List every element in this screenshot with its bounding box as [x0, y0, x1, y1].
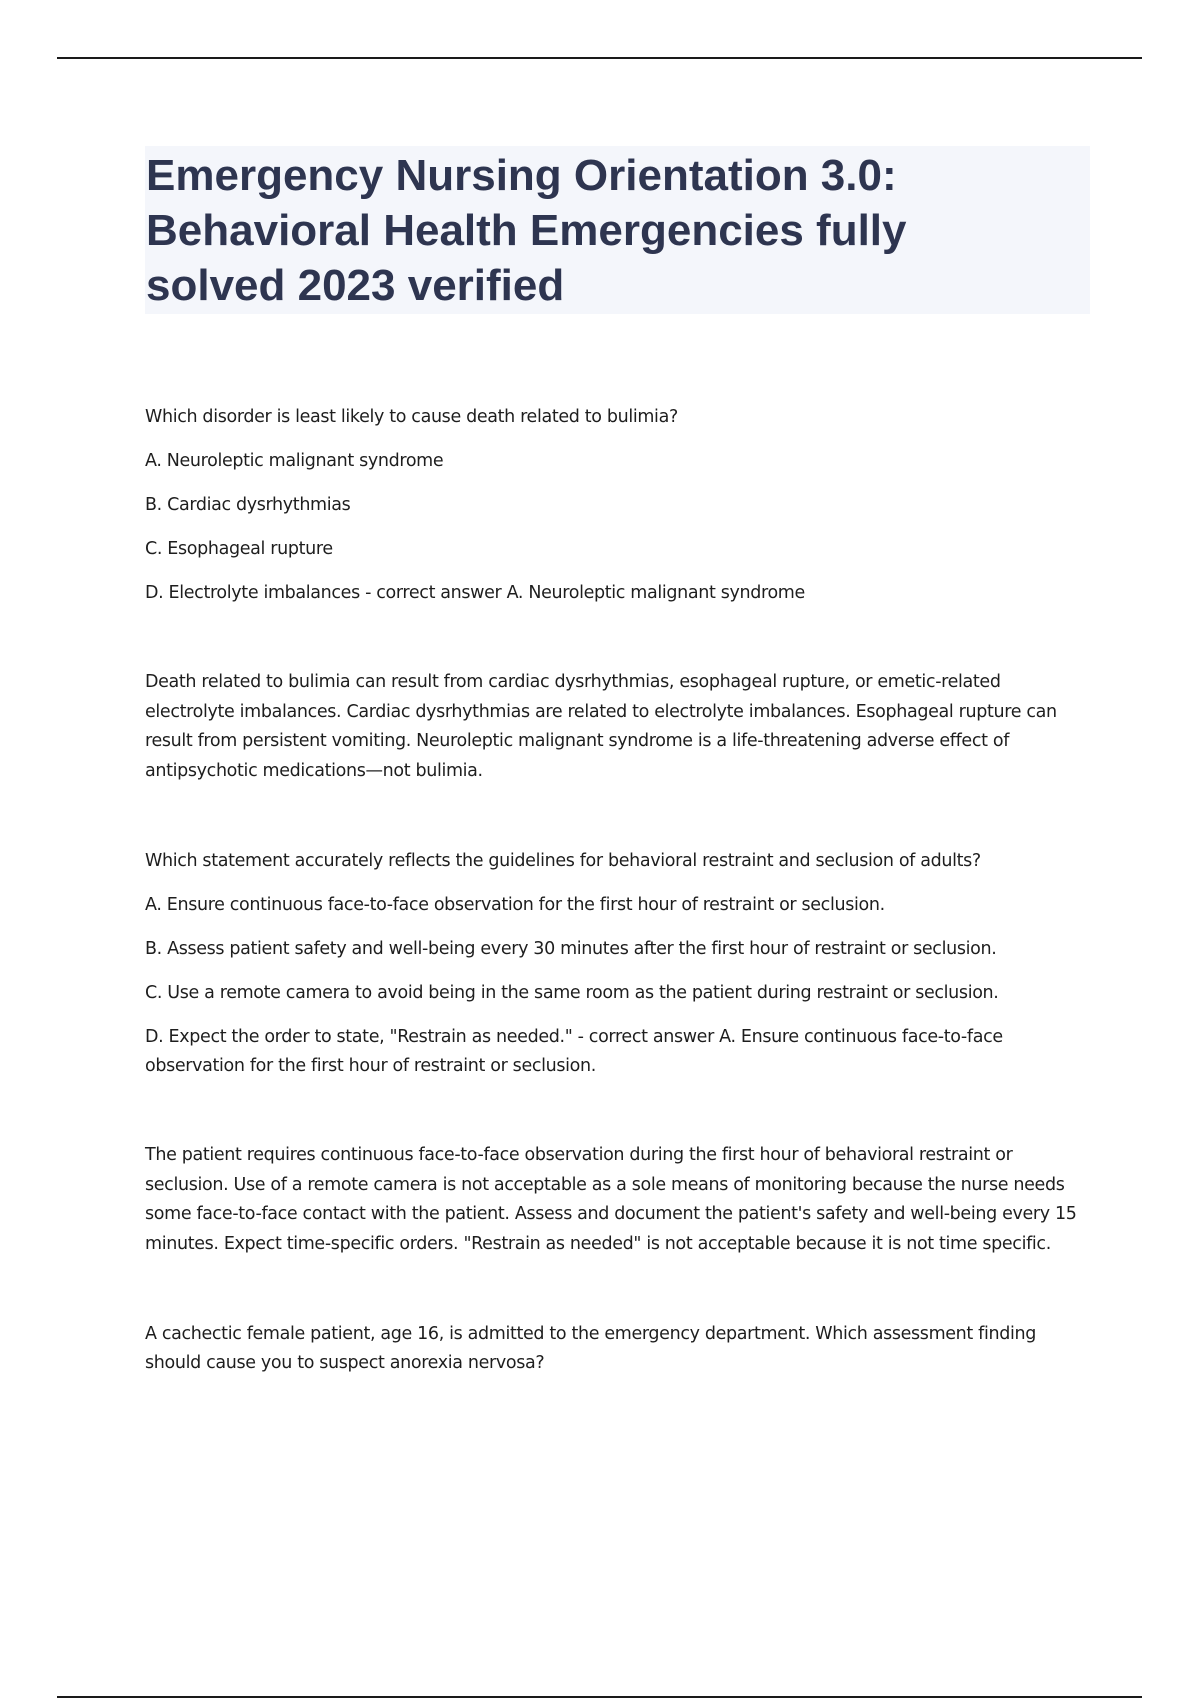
question-text: Which statement accurately reflects the guidelines for behavioral restraint and seclusion of adults? [145, 851, 981, 871]
answer-explanation: Death related to bulimia can result from cardiac dysrhythmias, esophageal rupture, or emetic-related electrolyte imbalances. Cardiac dysrhythmias are related to electrolyte imbalances. Esophageal rupture can result from persistent vomiting. Neuroleptic malignant syndrome is a life-threatening adverse effect of antipsychotic medications—not bulimia. [145, 672, 1057, 781]
answer-option-d: D. Electrolyte imbalances - correct answer A. Neuroleptic malignant syndrome [145, 583, 805, 603]
answer-option-b: B. Assess patient safety and well-being every 30 minutes after the first hour of restraint or seclusion. [145, 939, 997, 959]
question-block-3 [145, 1320, 1095, 1378]
bottom-rule [57, 1696, 1142, 1698]
answer-explanation: The patient requires continuous face-to-face observation during the first hour of behavioral restraint or seclusion. Use of a remote camera is not acceptable as a sole means of monitoring because the nurse needs some face-to-face contact with the patient. Assess and document the patient's safety and well-being every 15 minutes. Expect time-specific orders. "Restrain as needed" is not acceptable because it is not time specific. [145, 1145, 1077, 1254]
answer-option-a: A. Ensure continuous face-to-face observation for the first hour of restraint or seclusion. [145, 895, 885, 915]
top-rule [57, 57, 1142, 59]
question-block-2 [145, 847, 1095, 1259]
answer-option-c: C. Esophageal rupture [145, 539, 333, 559]
question-text: Which disorder is least likely to cause death related to bulimia? [145, 407, 678, 427]
answer-option-d: D. Expect the order to state, "Restrain as needed." - correct answer A. Ensure continuous face-to-face observation for the first hour of restraint or seclusion. [145, 1027, 1003, 1076]
question-text: A cachectic female patient, age 16, is admitted to the emergency department. Which assessment finding should cause you to suspect anorexia nervosa? [145, 1324, 1036, 1373]
answer-option-c: C. Use a remote camera to avoid being in the same room as the patient during restraint or seclusion. [145, 983, 999, 1003]
answer-option-b: B. Cardiac dysrhythmias [145, 495, 351, 515]
question-block-1 [145, 403, 1095, 786]
document-title: Emergency Nursing Orientation 3.0: Behavioral Health Emergencies fully solved 2023 verified [146, 151, 907, 310]
answer-option-a: A. Neuroleptic malignant syndrome [145, 451, 444, 471]
document-body [145, 403, 1095, 1378]
